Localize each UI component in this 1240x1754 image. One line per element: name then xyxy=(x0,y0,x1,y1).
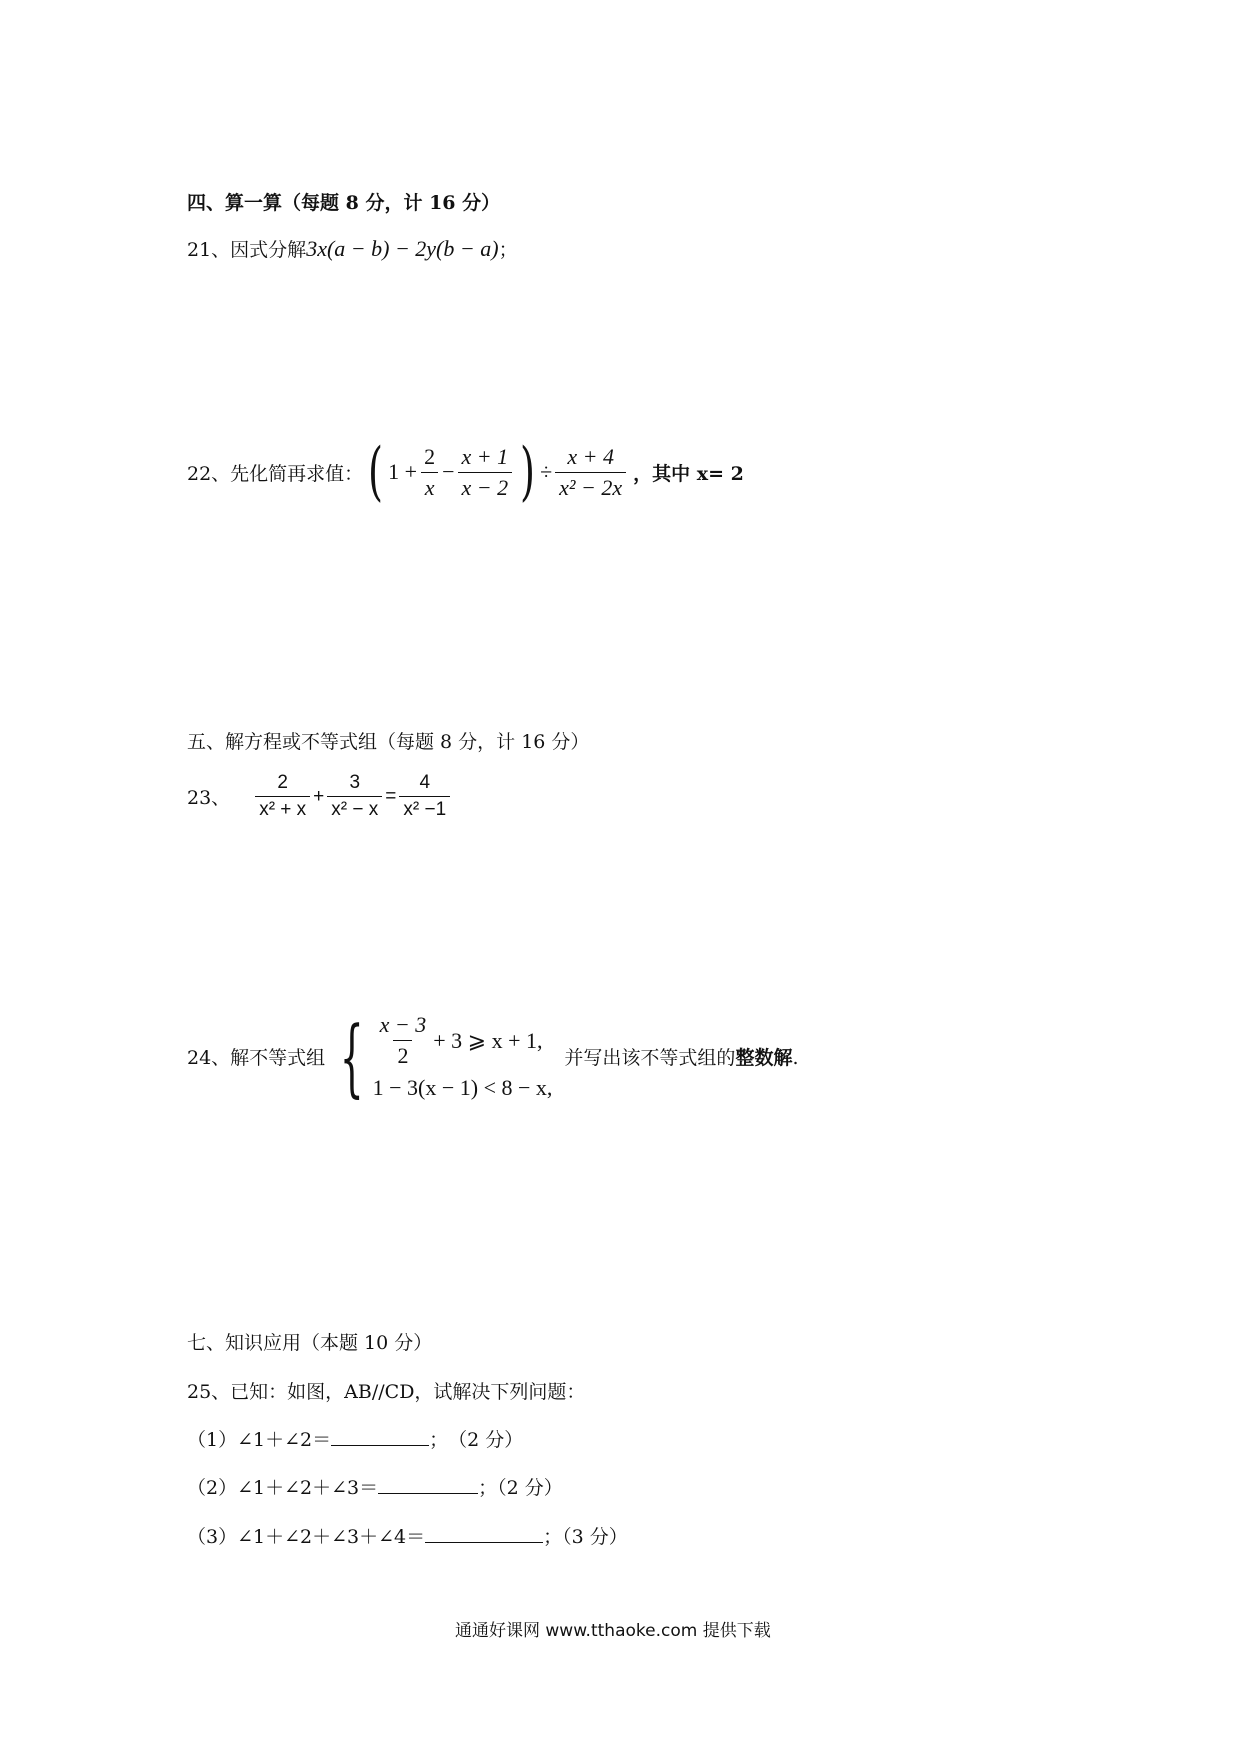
q24-l1-denominator: 2 xyxy=(393,1040,412,1069)
q23-equals: = xyxy=(385,785,397,807)
q21-prefix: 21、因式分解 xyxy=(187,239,307,261)
q23-f1-denominator: x² + x xyxy=(255,796,310,821)
q22-f1-denominator: x xyxy=(421,472,439,501)
question-22 xyxy=(187,435,744,509)
q24-l1-rest: + 3 ⩾ x + 1, xyxy=(433,1027,543,1053)
q22-suffix: ，其中 x= 2 xyxy=(633,462,744,485)
question-24 xyxy=(187,1007,799,1106)
answer-blank-2[interactable] xyxy=(378,1475,478,1494)
q24-suffix-end: . xyxy=(792,1047,799,1069)
q24-suffix-bold: 整数解 xyxy=(735,1047,793,1069)
q24-l1-numerator: x − 3 xyxy=(379,1012,427,1037)
q23-f2-numerator: 3 xyxy=(349,772,361,793)
section-5-title: 五、解方程或不等式组（每题 8 分，计 16 分） xyxy=(187,731,590,753)
q24-line-2: 1 − 3(x − 1) < 8 − x, xyxy=(372,1075,553,1100)
q24-line-1 xyxy=(373,1012,553,1069)
q25-part-2 xyxy=(187,1473,563,1500)
q25-p1-text: （1）∠1＋∠2＝ xyxy=(187,1429,332,1451)
q23-fraction-2 xyxy=(327,772,382,821)
q22-f2-numerator: x + 1 xyxy=(461,443,509,469)
q25-p3-text: （3）∠1＋∠2＋∠3＋∠4＝ xyxy=(187,1526,426,1548)
q21-suffix: ； xyxy=(498,239,518,261)
q22-minus: − xyxy=(442,459,455,484)
q24-prefix: 24、解不等式组 xyxy=(187,1047,326,1069)
q25-stem: 25、已知：如图，AB//CD，试解决下列问题： xyxy=(187,1381,586,1403)
right-paren: ) xyxy=(520,435,536,509)
page-footer: 通通好课网 www.tthaoke.com 提供下载 xyxy=(455,1621,771,1641)
q23-label: 23、 xyxy=(187,787,231,809)
q25-p3-end: ；（3 分） xyxy=(543,1526,628,1548)
q23-f3-denominator: x² −1 xyxy=(399,796,450,821)
left-brace: { xyxy=(339,1007,364,1106)
left-paren: ( xyxy=(368,435,384,509)
q24-suffix-text: 并写出该不等式组的 xyxy=(564,1047,736,1069)
q25-p2-text: （2）∠1＋∠2＋∠3＝ xyxy=(187,1477,379,1499)
q23-f2-denominator: x² − x xyxy=(327,796,382,821)
q23-fraction-3 xyxy=(399,772,450,821)
q22-f3-numerator: x + 4 xyxy=(567,443,614,469)
section-7-title: 七、知识应用（本题 10 分） xyxy=(187,1332,433,1354)
q21-expression: 3x(a − b) − 2y(b − a) xyxy=(306,236,499,261)
q23-plus: + xyxy=(313,785,325,807)
q23-f3-numerator: 4 xyxy=(419,772,431,793)
q22-f3-denominator: x² − 2x xyxy=(555,472,626,501)
answer-blank-1[interactable] xyxy=(331,1427,429,1446)
section-4-title: 四、算一算（每题 8 分，计 16 分） xyxy=(187,192,501,214)
q23-fraction-1 xyxy=(255,772,310,821)
q25-p2-end: ；（2 分） xyxy=(478,1477,563,1499)
q22-one-plus: 1 + xyxy=(388,459,418,484)
q25-p1-end: ； （2 分） xyxy=(429,1429,524,1451)
q22-prefix: 22、先化简再求值： xyxy=(187,462,364,485)
q24-system xyxy=(373,1012,553,1101)
q23-f1-numerator: 2 xyxy=(277,772,288,793)
q24-suffix xyxy=(564,1043,798,1070)
q22-fraction-3 xyxy=(555,444,626,501)
answer-blank-3[interactable] xyxy=(425,1524,543,1543)
question-23 xyxy=(187,772,453,821)
q24-fraction xyxy=(376,1012,431,1069)
q25-part-1 xyxy=(187,1425,523,1452)
q22-fraction-2 xyxy=(458,444,513,501)
q22-f1-numerator: 2 xyxy=(424,443,436,469)
q22-fraction-1 xyxy=(420,444,439,501)
q22-divide: ÷ xyxy=(540,459,553,484)
q22-f2-denominator: x − 2 xyxy=(458,472,513,501)
question-21 xyxy=(187,235,518,262)
q25-part-3 xyxy=(187,1522,628,1549)
